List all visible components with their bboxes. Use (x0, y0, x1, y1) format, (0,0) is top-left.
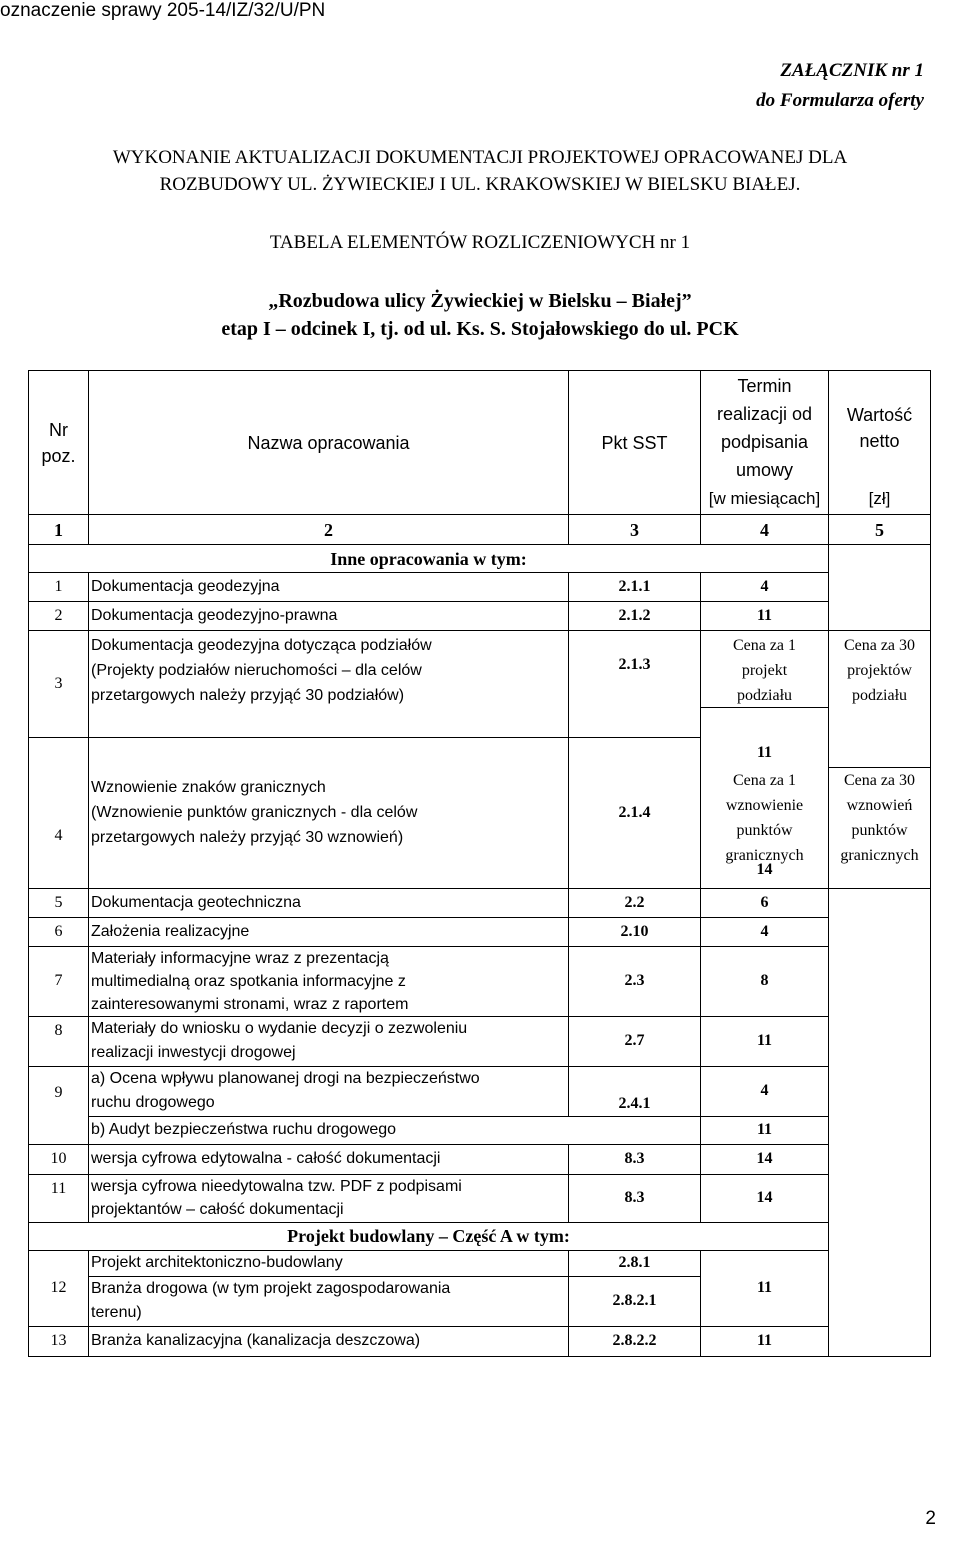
attachment-label: ZAŁĄCZNIK nr 1 (780, 60, 924, 81)
table-row: 7 Materiały informacyjne wraz z prezentacją multimedialną oraz spotkania informacyjne z zainteresowanymi stronami, wraz z raportem 2.3 8 (29, 946, 931, 1016)
attachment-form-label: do Formularza oferty (756, 90, 924, 111)
column-numbers-row: 1 2 3 4 5 (29, 515, 931, 545)
document-reference: oznaczenie sprawy 205-14/IZ/32/U/PN (0, 0, 326, 21)
section-building: Projekt budowlany – Część A w tym: (29, 1222, 931, 1250)
table-row: 1 Dokumentacja geodezyjna 2.1.1 4 (29, 573, 931, 602)
table-row-continuation: b) Audyt bezpieczeństwa ruchu drogowego 11 (29, 1116, 931, 1144)
table-row: 10 wersja cyfrowa edytowalna - całość dokumentacji 8.3 14 (29, 1144, 931, 1174)
table-row: 12 Projekt architektoniczno-budowlany 2.8.1 11 (29, 1250, 931, 1276)
project-subtitle-line1: „Rozbudowa ulicy Żywieckiej w Bielsku – Białej” (268, 290, 692, 312)
table-row-continuation (29, 708, 931, 738)
table-row: 8 Materiały do wniosku o wydanie decyzji o zezwoleniu realizacji inwestycji drogowej 2.7 11 (29, 1016, 931, 1066)
table-row-continuation: Cena za 1 wznowienie punktów granicznych 14 Cena za 30 wznowień punktów granicznych (29, 768, 931, 889)
table-row: 11 wersja cyfrowa nieedytowalna tzw. PDF z podpisami projektantów – całość dokumentacji 8.3 14 (29, 1174, 931, 1222)
table-row: 5 Dokumentacja geotechniczna 2.2 6 (29, 888, 931, 917)
table-row: 6 Założenia realizacyjne 2.10 4 (29, 917, 931, 946)
header-value: Wartość netto (829, 371, 931, 485)
table-row: 2 Dokumentacja geodezyjno-prawna 2.1.2 11 (29, 602, 931, 631)
project-subtitle-line2: etap I – odcinek I, tj. od ul. Ks. S. Stojałowskiego do ul. PCK (221, 318, 739, 340)
document-title-line2: ROZBUDOWY UL. ŻYWIECKIEJ I UL. KRAKOWSKIEJ W BIELSKU BIAŁEJ. (159, 174, 801, 195)
header-row (29, 371, 931, 485)
settlement-elements-table (28, 370, 931, 1357)
header-term-unit: [w miesiącach] (701, 485, 829, 515)
page-number: 2 (925, 1508, 936, 1529)
header-name: Nazwa opracowania (89, 371, 569, 515)
section-other: Inne opracowania w tym: (29, 545, 931, 573)
header-nr: Nr poz. (29, 371, 89, 515)
table-row: 4 Wznowienie znaków granicznych (Wznowienie punktów granicznych - dla celów przetargowych należy przyjąć 30 wznowień) 2.1.4 11 (29, 738, 931, 768)
table-row-continuation: Branża drogowa (w tym projekt zagospodarowania terenu) 2.8.2.1 (29, 1276, 931, 1326)
table-row: 13 Branża kanalizacyjna (kanalizacja deszczowa) 2.8.2.2 11 (29, 1326, 931, 1356)
header-term: Termin realizacji od podpisania umowy (701, 371, 829, 485)
table-title: TABELA ELEMENTÓW ROZLICZENIOWYCH nr 1 (269, 232, 691, 253)
table-row: 9 a) Ocena wpływu planowanej drogi na bezpieczeństwo ruchu drogowego 2.4.1 4 (29, 1066, 931, 1116)
document-title-line1: WYKONANIE AKTUALIZACJI DOKUMENTACJI PROJEKTOWEJ OPRACOWANEJ DLA (112, 147, 848, 168)
header-sst: Pkt SST (569, 371, 701, 515)
table-row: 3 Dokumentacja geodezyjna dotycząca podziałów (Projekty podziałów nieruchomości – dla celów przetargowych należy przyjąć 30 podziałów) 2.1.3 Cena za 1 projekt podziału Cena za 30 projektów podziału (29, 631, 931, 708)
header-value-unit: [zł] (829, 485, 931, 515)
